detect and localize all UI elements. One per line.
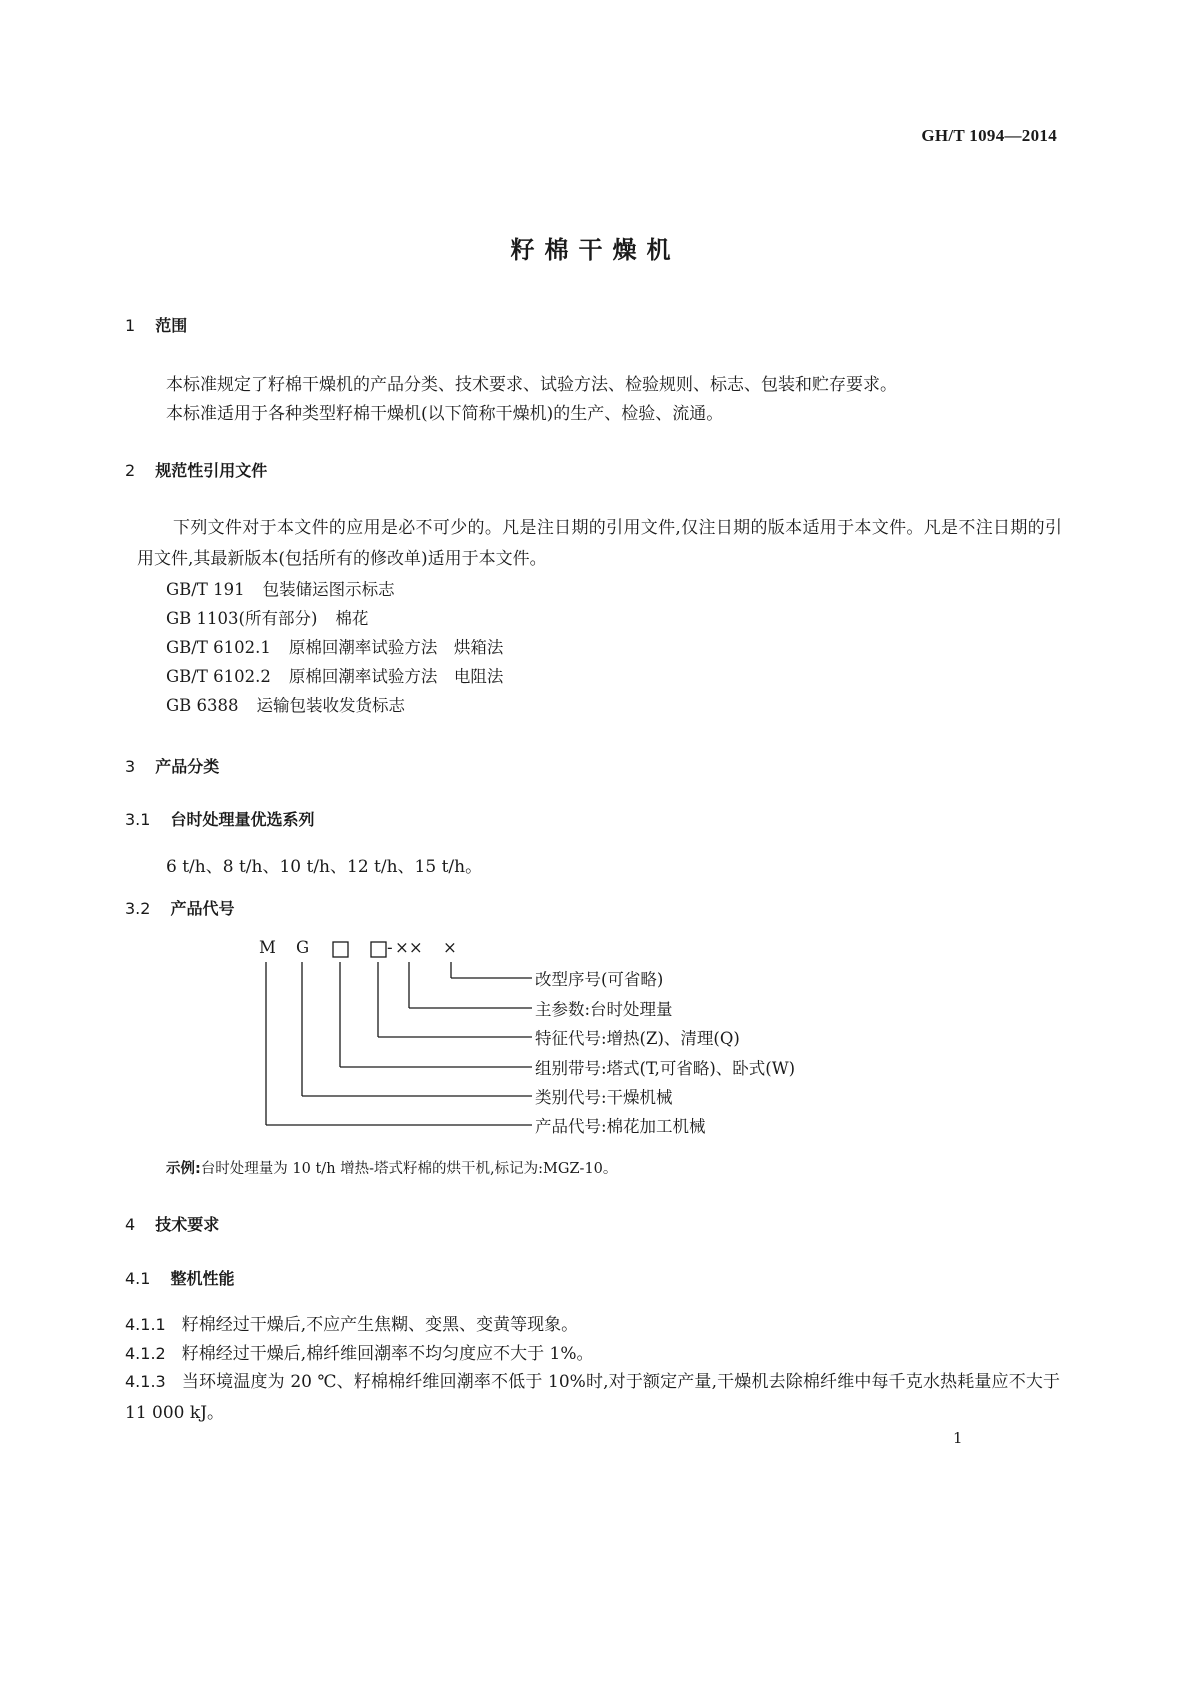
diagram-label: 组别带号:塔式(T,可省略)、卧式(W): [535, 1059, 796, 1078]
code-main-parameter: ××: [395, 938, 423, 957]
section-number: 4: [125, 1215, 136, 1234]
section-number: 1: [125, 316, 136, 335]
subsection-4-1-heading: [125, 1266, 234, 1289]
section-4-heading: [125, 1212, 219, 1235]
example-text: 台时处理量为 10 t/h 增热-塔式籽棉的烘干机,标记为:MGZ-10。: [200, 1161, 618, 1177]
section-title: 范围: [155, 316, 188, 335]
clause-text: 籽棉经过干燥后,棉纤维回潮率不均匀度应不大于 1%。: [181, 1344, 594, 1364]
clause-item: [125, 1339, 594, 1364]
reference-item: [166, 692, 405, 716]
feature-code-box: [371, 942, 386, 957]
example-label: 示例:: [166, 1161, 201, 1177]
section-3-heading: [125, 754, 219, 777]
reference-item: [166, 634, 503, 658]
subsection-3-2-heading: [125, 896, 234, 919]
clause-text: 籽棉经过干燥后,不应产生焦糊、变黑、变黄等现象。: [181, 1315, 579, 1335]
reference-code: GB 6388: [166, 696, 239, 715]
reference-title: 包装储运图示标志: [262, 580, 395, 599]
subsection-title: 产品代号: [170, 899, 235, 918]
subsection-title: 整机性能: [170, 1269, 235, 1288]
section-number: 2: [125, 461, 136, 480]
diagram-label: 改型序号(可省略): [535, 970, 664, 989]
reference-title: 原棉回潮率试验方法 电阻法: [288, 667, 504, 686]
reference-title: 运输包装收发货标志: [256, 696, 406, 715]
page-number: 1: [953, 1429, 963, 1447]
reference-code: GB/T 6102.1: [166, 638, 271, 657]
section-title: 产品分类: [155, 757, 220, 776]
group-code-box: [333, 942, 348, 957]
reference-item: [166, 663, 503, 687]
diagram-label: 产品代号:棉花加工机械: [535, 1117, 706, 1136]
clause-item: [125, 1366, 1060, 1429]
standard-code: GH/T 1094—2014: [921, 126, 1057, 145]
paragraph: 本标准适用于各种类型籽棉干燥机(以下简称干燥机)的生产、检验、流通。: [166, 404, 724, 424]
diagram-label: 主参数:台时处理量: [535, 1000, 673, 1019]
code-revision: ×: [443, 938, 457, 957]
reference-item: [166, 605, 368, 629]
reference-code: GB 1103(所有部分): [166, 609, 318, 628]
section-2-heading: [125, 458, 267, 481]
section-title: 技术要求: [155, 1215, 220, 1234]
reference-title: 原棉回潮率试验方法 烘箱法: [288, 638, 504, 657]
reference-code: GB/T 6102.2: [166, 667, 271, 686]
page-title: 籽棉干燥机: [510, 236, 681, 264]
example-note: [166, 1157, 617, 1178]
clause-item: [125, 1310, 578, 1335]
subsection-title: 台时处理量优选系列: [170, 810, 315, 829]
reference-item: [166, 576, 395, 600]
code-letter-m: M: [259, 938, 276, 957]
paragraph: 本标准规定了籽棉干燥机的产品分类、技术要求、试验方法、检验规则、标志、包装和贮存要求。: [166, 375, 897, 395]
clause-text: 当环境温度为 20 ℃、籽棉棉纤维回潮率不低于 10%时,对于额定产量,干燥机去除棉纤维中每千克水热耗量应不大于 11 000 kJ。: [125, 1372, 1060, 1423]
paragraph: 6 t/h、8 t/h、10 t/h、12 t/h、15 t/h。: [166, 857, 483, 877]
clause-number: 4.1.3: [125, 1372, 166, 1391]
paragraph: 下列文件对于本文件的应用是必不可少的。凡是注日期的引用文件,仅注日期的版本适用于本文件。凡是不注日期的引用文件,其最新版本(包括所有的修改单)适用于本文件。: [137, 518, 1062, 569]
section-1-heading: [125, 313, 187, 336]
reference-code: GB/T 191: [166, 580, 245, 599]
subsection-number: 3.1: [125, 810, 151, 829]
diagram-label: 特征代号:增热(Z)、清理(Q): [535, 1029, 740, 1048]
subsection-3-1-heading: [125, 807, 314, 830]
clause-number: 4.1.1: [125, 1315, 166, 1334]
subsection-number: 3.2: [125, 899, 151, 918]
diagram-label: 类别代号:干燥机械: [535, 1088, 673, 1107]
clause-number: 4.1.2: [125, 1344, 166, 1363]
reference-title: 棉花: [335, 609, 369, 628]
code-letter-g: G: [296, 938, 310, 957]
section-title: 规范性引用文件: [155, 461, 268, 480]
section-number: 3: [125, 757, 136, 776]
subsection-number: 4.1: [125, 1269, 151, 1288]
code-dash: -: [387, 938, 393, 957]
